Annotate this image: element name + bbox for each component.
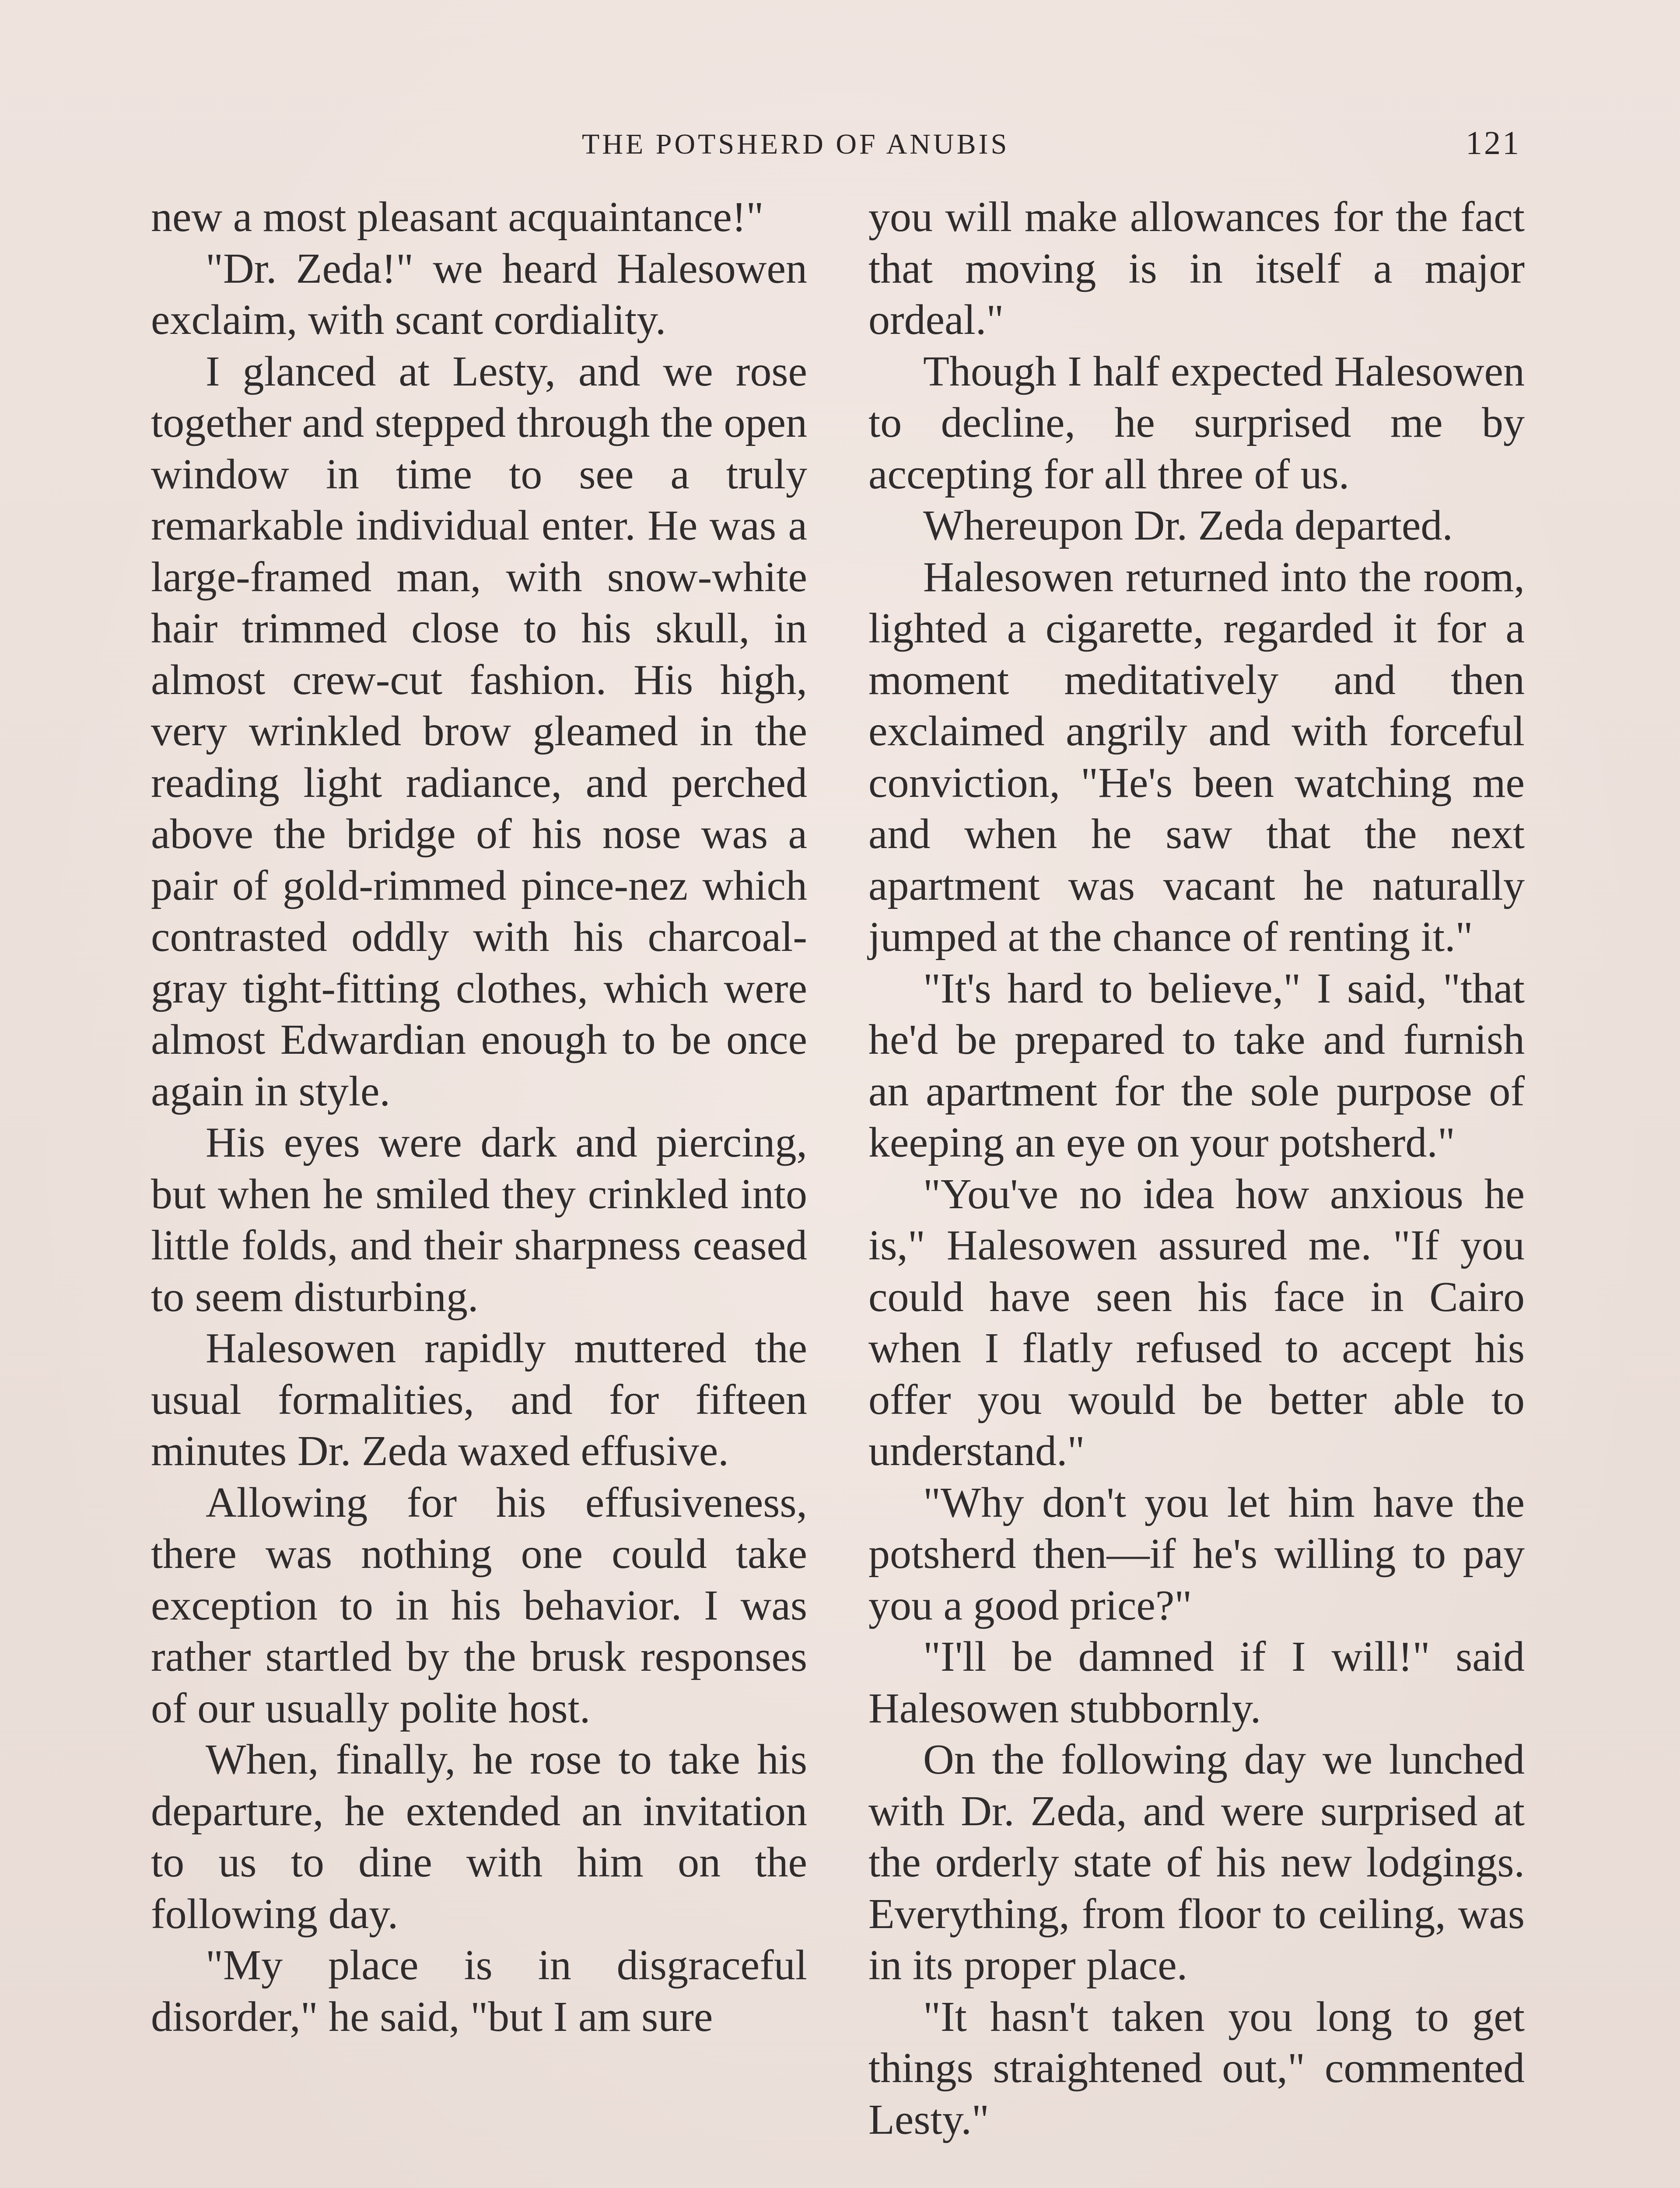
paragraph: you will make allowances for the fact that moving is in itself a major ordeal." <box>868 193 1525 344</box>
paragraph: Halesowen returned into the room, lighted a cigarette, regarded it for a moment meditatively and then exclaimed angrily and with forceful conviction, "He's been watching me and when he saw that the next apartment was vacant he naturally jumped at the chance of renting it." <box>868 553 1525 961</box>
paragraph: On the following day we lunched with Dr. Zeda, and were surprised at the orderly state of his new lodgings. Everything, from floor to ceiling, was in its proper place. <box>868 1736 1525 1989</box>
paragraph: "You've no idea how anxious he is," Halesowen assured me. "If you could have seen his face in Cairo when I flatly refused to accept his offer you would be better able to understand." <box>868 1170 1525 1475</box>
right-text-column <box>868 192 1525 2146</box>
left-text-column <box>151 192 807 2043</box>
paragraph: "My place is in disgraceful disorder," he said, "but I am sure <box>151 1942 807 2041</box>
paragraph: "It's hard to believe," I said, "that he'd be prepared to take and furnish an apartment for the sole purpose of keeping an eye on your potsherd." <box>868 964 1525 1166</box>
paragraph: "Dr. Zeda!" we heard Halesowen exclaim, with scant cordiality. <box>151 245 807 344</box>
paragraph: I glanced at Lesty, and we rose together and stepped through the open window in time to see a truly remarkable individual enter. He was a large-framed man, with snow-white hair trimmed close to his skull, in almost crew-cut fashion. His high, very wrinkled brow gleamed in the reading light radiance, and perched above the bridge of his nose was a pair of gold-rimmed pince-nez which contrasted oddly with his charcoal-gray tight-fitting clothes, which were almost Edwardian enough to be once again in style. <box>151 347 807 1115</box>
running-title: THE POTSHERD OF ANUBIS <box>582 128 1010 160</box>
paragraph: Allowing for his effusiveness, there was nothing one could take exception to in his behavior. I was rather startled by the brusk responses of our usually polite host. <box>151 1479 807 1732</box>
paragraph: new a most pleasant acquaintance!" <box>151 193 764 241</box>
page-number: 121 <box>1466 125 1521 161</box>
paragraph: Though I half expected Halesowen to decline, he surprised me by accepting for all three of us. <box>868 347 1525 498</box>
paragraph: His eyes were dark and piercing, but when he smiled they crinkled into little folds, and their sharpness ceased to seem disturbing. <box>151 1119 807 1321</box>
paragraph: "I'll be damned if I will!" said Halesowen stubbornly. <box>868 1633 1525 1732</box>
paragraph: "It hasn't taken you long to get things straightened out," commented Lesty." <box>868 1993 1525 2143</box>
paragraph: Halesowen rapidly muttered the usual formalities, and for fifteen minutes Dr. Zeda waxed effusive. <box>151 1325 807 1475</box>
paragraph: "Why don't you let him have the potsherd then—if he's willing to pay you a good price?" <box>868 1479 1525 1629</box>
paragraph: When, finally, he rose to take his departure, he extended an invitation to us to dine with him on the following day. <box>151 1736 807 1938</box>
paragraph: Whereupon Dr. Zeda departed. <box>923 502 1453 549</box>
